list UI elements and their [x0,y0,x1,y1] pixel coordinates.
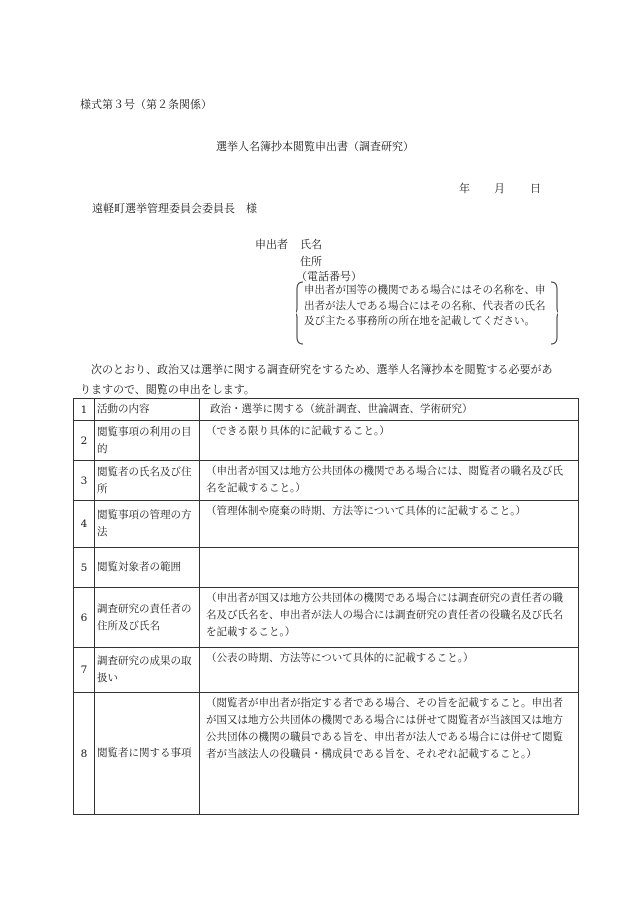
row-content[interactable]: （申出者が国又は地方公共団体の機関である場合には調査研究の責任者の職名及び氏名を、申出者が法人の場合には調査研究の責任者の役職名及び氏名を記載すること。） [200,588,579,648]
table-row [74,501,579,548]
document-title: 選挙人名簿抄本閲覧申出書（調査研究） [216,140,414,153]
table-row [74,548,579,588]
date-day-label: 日 [530,182,541,195]
row-label: 閲覧事項の管理の方法 [95,501,200,548]
row-label: 閲覧事項の利用の目的 [95,421,200,461]
row-content[interactable]: （閲覧者が申出者が指定する者である場合、その旨を記載すること。申出者が国又は地方公共団体の機関である場合には併せて閲覧者が当該国又は地方公共団体の機関の職員である旨を、申出者が法人である場合には併せて閲覧者が当該法人の役職員・構成員である旨を、それぞれ記載すること。） [200,693,579,815]
intro-text: 次のとおり、政治又は選挙に関する調査研究をするため、選挙人名簿抄本を閲覧する必要がありますので、閲覧の申出をします。 [80,363,553,396]
row-label: 調査研究の責任者の住所及び氏名 [95,588,200,648]
row-content[interactable]: （管理体制や廃棄の時期、方法等について具体的に記載すること。） [200,501,579,548]
table-row [74,399,579,421]
table-row [74,588,579,648]
row-number: 2 [74,421,95,461]
table-row [74,648,579,693]
row-number: 8 [74,693,95,815]
row-content[interactable]: （公表の時期、方法等について具体的に記載すること。） [200,648,579,693]
row-content[interactable]: （できる限り具体的に記載すること。） [200,421,579,461]
table-row [74,421,579,461]
row-number: 7 [74,648,95,693]
addressee: 遠軽町選挙管理委員会委員長 様 [92,202,257,215]
applicant-note [296,281,558,345]
applicant-address-label: 住所 [300,255,322,268]
applicant-label: 申出者 [255,238,288,251]
form-number: 様式第３号（第２条関係） [80,98,212,111]
row-number: 1 [74,399,95,421]
row-content[interactable]: 政治・選挙に関する（統計調査、世論調査、学術研究） [200,399,579,421]
applicant-phone-label: （電話番号） [296,270,362,283]
row-content[interactable] [200,548,579,588]
row-label: 閲覧者の氏名及び住所 [95,461,200,501]
applicant-name-label: 氏名 [300,238,322,251]
row-content[interactable]: （申出者が国又は地方公共団体の機関である場合には、閲覧者の職名及び氏名を記載すること。） [200,461,579,501]
date-year-label: 年 [459,182,470,195]
row-number: 4 [74,501,95,548]
table-row [74,693,579,815]
row-number: 3 [74,461,95,501]
application-table [73,398,579,815]
row-label: 調査研究の成果の取扱い [95,648,200,693]
table-row [74,461,579,501]
row-label: 閲覧者に関する事項 [95,693,200,815]
date-month-label: 月 [494,182,505,195]
row-label: 活動の内容 [95,399,200,421]
row-number: 6 [74,588,95,648]
applicant-note-text: 申出者が国等の機関である場合にはその名称を、申出者が法人である場合にはその名称、代表者の氏名及び主たる事務所の所在地を記載してください。 [304,284,546,327]
row-label: 閲覧対象者の範囲 [95,548,200,588]
row-number: 5 [74,548,95,588]
